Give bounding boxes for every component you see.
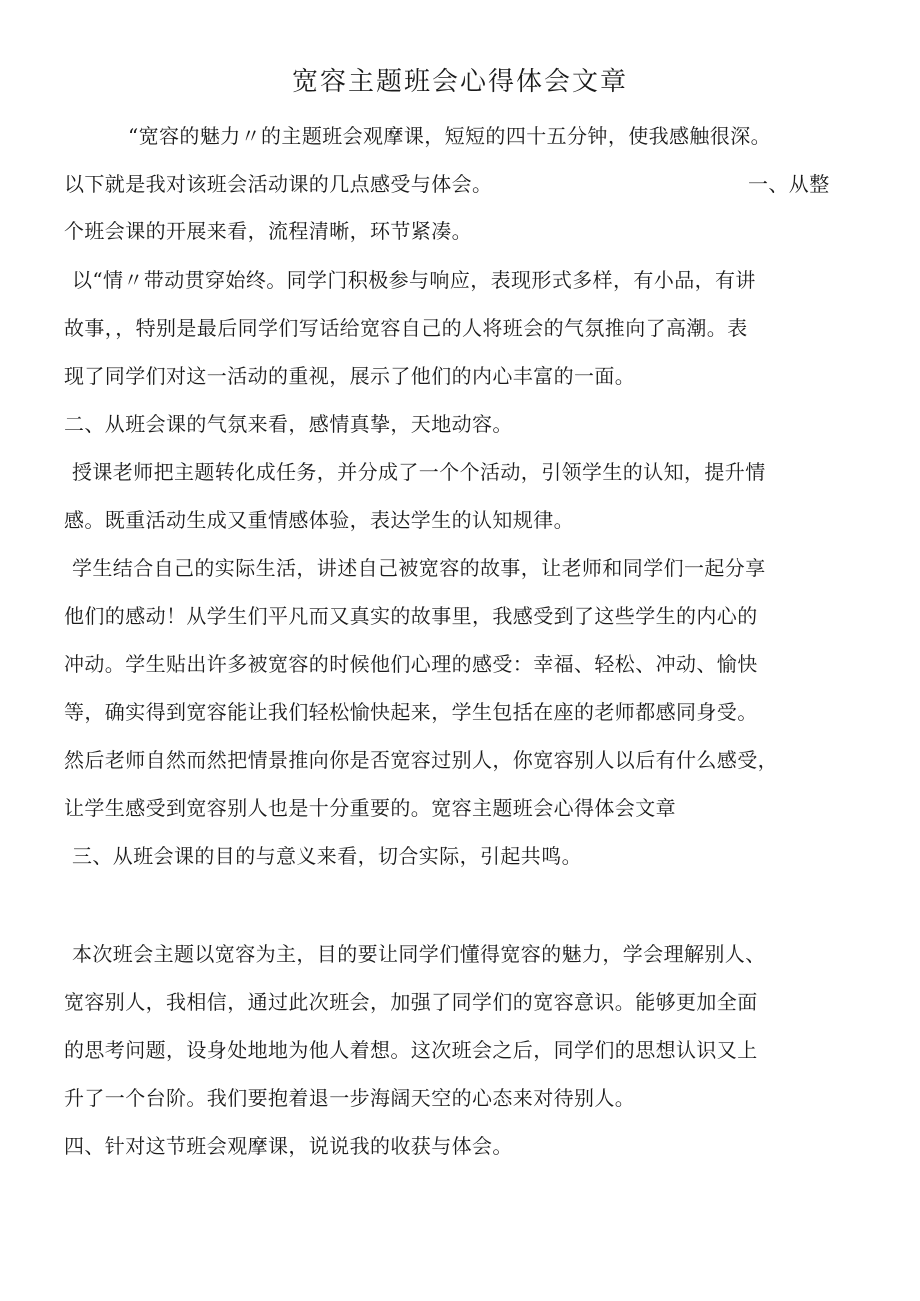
paragraph-line: 冲动。学生贴出许多被宽容的时候他们心理的感受：幸福、轻松、冲动、愉快 [64, 652, 758, 676]
section-heading: 二、从班会课的气氛来看，感情真挚，天地动容。 [64, 412, 513, 436]
document-title: 宽容主题班会心得体会文章 [291, 67, 628, 97]
paragraph-line: 他们的感动！从学生们平凡而又真实的故事里，我感受到了这些学生的内心的 [64, 604, 758, 628]
paragraph-line: 一、从整 [748, 172, 830, 196]
paragraph-line: 故事，，特别是最后同学们写话给宽容自己的人将班会的气氛推向了高潮。表 [64, 316, 748, 340]
paragraph-line: 宽容别人，我相信，通过此次班会，加强了同学们的宽容意识。能够更加全面 [64, 990, 758, 1014]
paragraph-line: 感。既重活动生成又重情感体验，表达学生的认知规律。 [64, 508, 574, 532]
paragraph-line: 让学生感受到宽容别人也是十分重要的。宽容主题班会心得体会文章 [64, 796, 676, 820]
section-heading: 三、从班会课的目的与意义来看，切合实际，引起共鸣。 [72, 844, 582, 868]
paragraph-line: 以“情〃带动贯穿始终。同学门积极参与响应，表现形式多样，有小品，有讲 [72, 268, 756, 292]
paragraph-line: 现了同学们对这一活动的重视，展示了他们的内心丰富的一面。 [64, 364, 636, 388]
paragraph-line: 升了一个台阶。我们要抱着退一步海阔天空的心态来对待别人。 [64, 1086, 636, 1110]
paragraph-line: 学生结合自己的实际生活，讲述自己被宽容的故事，让老师和同学们一起分享 [72, 556, 766, 580]
paragraph-line: 等，确实得到宽容能让我们轻松愉快起来，学生包括在座的老师都感同身受。 [64, 700, 758, 724]
paragraph-line: “宽容的魅力〃的主题班会观摩课，短短的四十五分钟，使我感触很深。 [128, 124, 772, 148]
paragraph-line: 以下就是我对该班会活动课的几点感受与体会。 [64, 172, 493, 196]
paragraph-line: 然后老师自然而然把情景推向你是否宽容过别人，你宽容别人以后有什么感受， [64, 748, 778, 772]
paragraph-line: 个班会课的开展来看，流程清晰，环节紧凑。 [64, 219, 472, 243]
paragraph-line: 授课老师把主题转化成任务，并分成了一个个活动，引领学生的认知，提升情 [72, 460, 766, 484]
paragraph-line: 的思考问题，设身处地地为他人着想。这次班会之后，同学们的思想认识又上 [64, 1038, 758, 1062]
section-heading: 四、针对这节班会观摩课，说说我的收获与体会。 [64, 1134, 513, 1158]
paragraph-line: 本次班会主题以宽容为主，目的要让同学们懂得宽容的魅力，学会理解别人、 [72, 942, 766, 966]
